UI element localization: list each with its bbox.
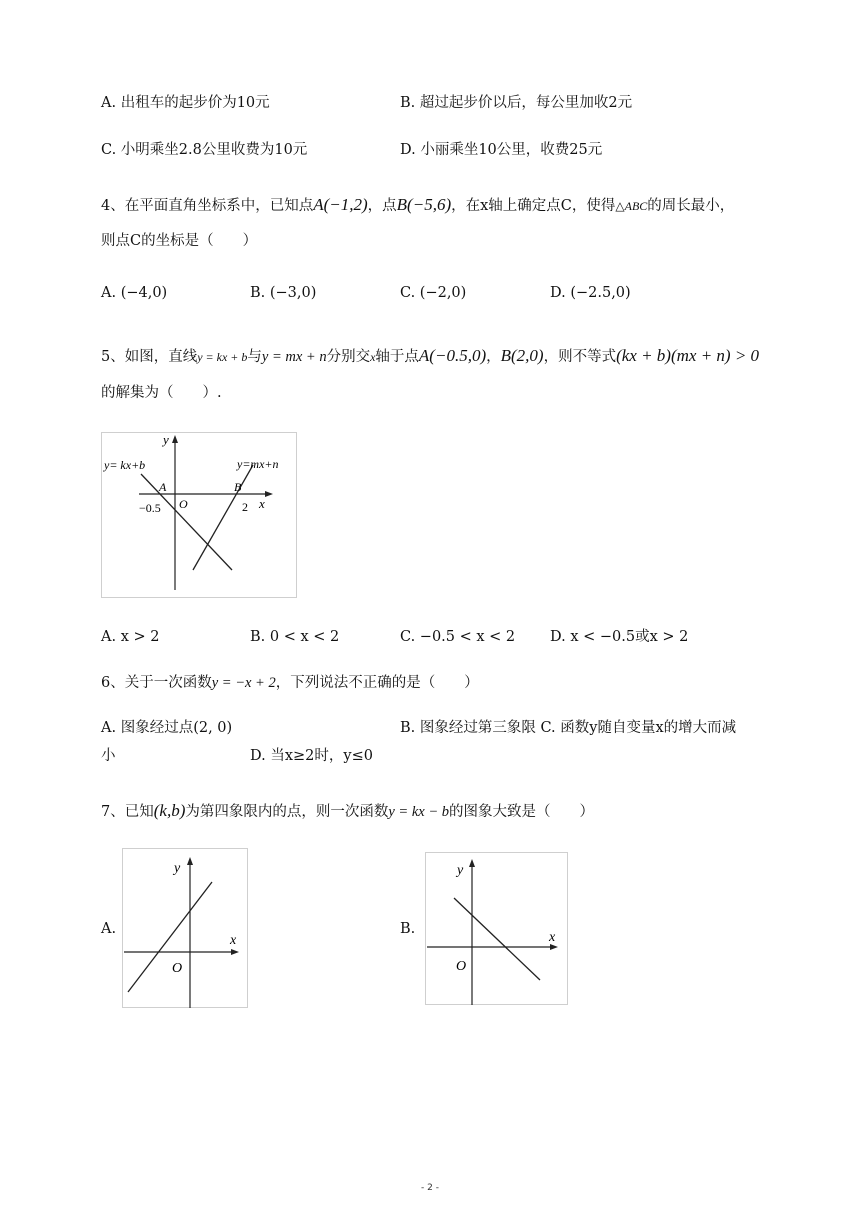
q5-figure <box>101 432 297 598</box>
q4-point-a: A(−1,2) <box>313 195 368 214</box>
label-x: x <box>549 930 556 945</box>
q4-option-c: C. (−2,0) <box>400 285 467 301</box>
q4-option-b: B. (−3,0) <box>250 285 317 301</box>
q4-triangle: △ABC <box>615 199 648 213</box>
label-neg05: −0.5 <box>139 501 161 515</box>
label-eq1: y= kx+b <box>104 458 146 472</box>
figure-border <box>426 853 568 1005</box>
q7-figure-a <box>122 848 248 1008</box>
label-origin: O <box>179 497 188 511</box>
q3-option-a: A. 出租车的起步价为10元 <box>101 95 270 111</box>
q6-option-b-c: B. 图象经过第三象限 C. 函数y随自变量x的增大而减 <box>400 720 737 736</box>
q3-option-b: B. 超过起步价以后，每公里加收2元 <box>400 95 633 111</box>
q6-option-d: D. 当x≥2时，y≤0 <box>250 748 373 764</box>
q7-option-a-label: A. <box>101 921 117 937</box>
q4-point-b: B(−5,6) <box>396 195 452 214</box>
label-y: y <box>457 863 464 878</box>
label-origin: O <box>172 961 183 976</box>
q6-option-c-cont: 小 <box>101 748 116 764</box>
q6-option-a: A. 图象经过点(2, 0) <box>101 720 233 736</box>
q3-option-c: C. 小明乘坐2.8公里收费为10元 <box>101 142 308 158</box>
label-two: 2 <box>242 500 248 514</box>
q7-figure-b <box>425 852 568 1005</box>
q4-option-a: A. (−4,0) <box>101 285 168 301</box>
q5-stem-line2: 的解集为（ ）. <box>101 385 222 401</box>
q4-option-d: D. (−2.5,0) <box>550 285 631 301</box>
q7-stem: 7、已知(k,b)为第四象限内的点，则一次函数y = kx − b的图象大致是（ ） <box>101 801 594 820</box>
q3-option-d: D. 小丽乘坐10公里，收费25元 <box>400 142 603 158</box>
figure-border <box>123 849 248 1008</box>
label-b: B <box>234 480 242 494</box>
q6-stem: 6、关于一次函数y = −x + 2，下列说法不正确的是（ ） <box>101 675 479 691</box>
label-y: y <box>163 432 169 447</box>
label-eq2: y=mx+n <box>237 457 279 471</box>
label-x: x <box>230 933 237 948</box>
label-x: x <box>259 496 265 511</box>
q5-option-d: D. x < −0.5或x > 2 <box>550 629 689 645</box>
q4-stem-line2: 则点C的坐标是（ ） <box>101 233 258 249</box>
q4-stem-line1: 4、在平面直角坐标系中，已知点A(−1,2)，点B(−5,6)，在x轴上确定点C，使得△ABC的周长最小， <box>101 195 735 214</box>
q5-option-a: A. x > 2 <box>101 629 160 645</box>
q5-option-c: C. −0.5 < x < 2 <box>400 629 516 645</box>
label-y: y <box>174 861 181 876</box>
q7-option-b-label: B. <box>400 921 416 937</box>
label-origin: O <box>456 959 467 974</box>
label-a: A <box>159 480 167 494</box>
q5-option-b: B. 0 < x < 2 <box>250 629 340 645</box>
page-number: - 2 - <box>421 1183 439 1193</box>
q5-stem-line1: 5、如图，直线y = kx + b与y = mx + n分别交x轴于点A(−0.5,0)，B(2,0)，则不等式(kx + b)(mx + n) > 0 <box>101 346 760 365</box>
